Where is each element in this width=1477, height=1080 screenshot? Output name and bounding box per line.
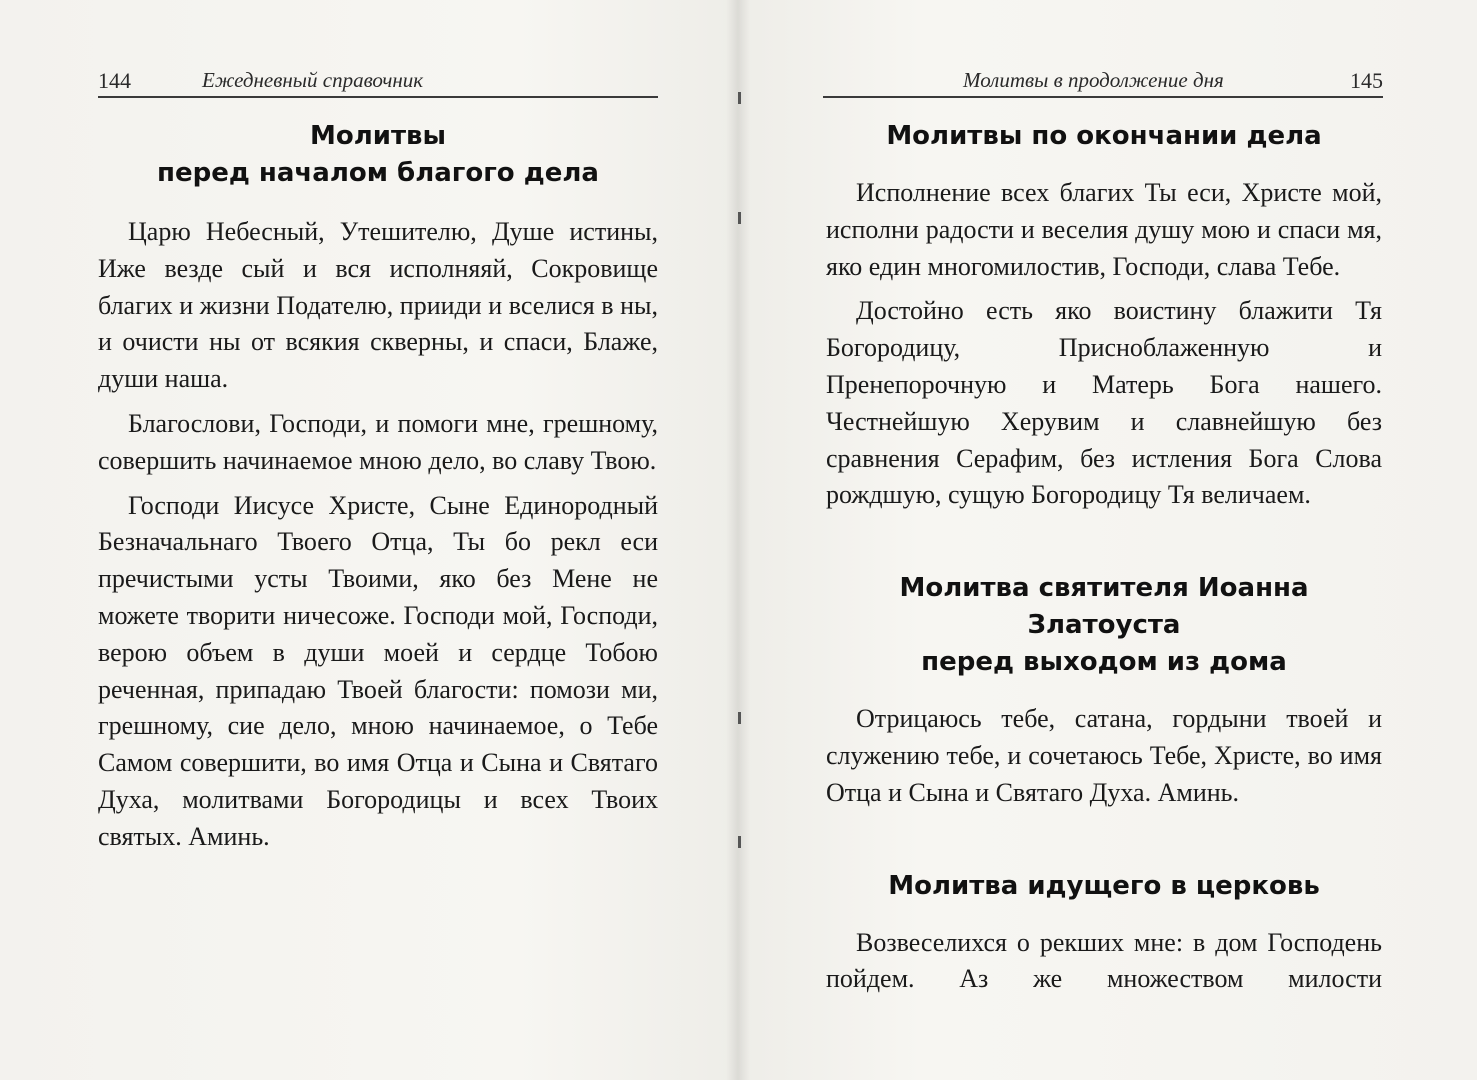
left-header-rule: [98, 96, 658, 98]
right-header-rule: [823, 96, 1383, 98]
left-paragraph-3: Господи Иисусе Христе, Сыне Единородный Безначальнаго Твоего Отца, Ты бо рекл еси пречистыми усты Твоими, яко без Мене не можете творити ничесоже. Господи мой, Господи, верою объем в души моей и сердце Тобою реченная, припадаю Твоей благости: помози ми, грешному, сие дело, мною начинаемое, о Тебе Самом совершити, во имя Отца и Сына и Святаго Духа, молитвами Богородицы и всех Твоих святых. Аминь.: [98, 490, 658, 851]
book-gutter: [726, 0, 750, 1080]
right-section-2-heading-line-1: Молитва святителя Иоанна Златоуста: [899, 573, 1309, 641]
left-paragraph-1: Царю Небесный, Утешителю, Душе истины, Иже везде сый и вся исполняяй, Сокровище благих и жизни Подателю, прииди и вселися в ны, и очисти ны от всякия скверны, и спаси, Блаже, души наша.: [98, 217, 658, 394]
left-page-number: 144: [98, 68, 131, 93]
right-section-1-paragraph-2: Достойно есть яко воистину блажити Тя Богородицу, Присноблаженную и Пренепорочную и Матерь Бога нашего. Честнейшую Херувим и славнейшую без сравнения Серафим, без истления Бога Слова рождшую, сущую Богородицу Тя величаем.: [826, 296, 1382, 510]
left-paragraph-2: Благослови, Господи, и помоги мне, грешному, совершить начинаемое мною дело, во славу Твою.: [98, 408, 658, 475]
right-section-3-heading: Молитва идущего в церковь: [888, 870, 1320, 901]
right-section-1-heading: Молитвы по окончании дела: [886, 121, 1322, 151]
right-page-content: [826, 118, 1382, 998]
right-running-title: Молитвы в продолжение дня: [963, 68, 1224, 92]
right-section-3-paragraph-1: Возвеселихся о рекших мне: в дом Господень пойдем. Аз же множеством милости: [826, 927, 1382, 994]
left-heading-line-2: перед началом благого дела: [157, 158, 599, 188]
gutter-mark: [738, 212, 741, 224]
right-running-head: [823, 68, 1383, 98]
left-page-content: [98, 118, 658, 856]
right-section-2-paragraph-1: Отрицаюсь тебе, сатана, гордыни твоей и служению тебе, и сочетаюсь Тебе, Христе, во имя Отца и Сына и Святаго Духа. Аминь.: [826, 704, 1382, 807]
right-page-number: 145: [1350, 68, 1383, 93]
gutter-mark: [738, 92, 741, 104]
gutter-mark: [738, 712, 741, 724]
right-page: [738, 0, 1477, 1080]
left-heading-line-1: Молитвы: [309, 121, 447, 151]
left-running-title: Ежедневный справочник: [202, 68, 424, 92]
right-section-1-paragraph-1: Исполнение всех благих Ты еси, Христе мой, исполни радости и веселия душу мою и спаси мя, яко един многомилостив, Господи, слава Тебе.: [826, 178, 1382, 281]
left-running-head: [98, 68, 658, 98]
left-page: [0, 0, 738, 1080]
right-section-2-heading-line-2: перед выходом из дома: [921, 647, 1287, 678]
gutter-mark: [738, 836, 741, 848]
